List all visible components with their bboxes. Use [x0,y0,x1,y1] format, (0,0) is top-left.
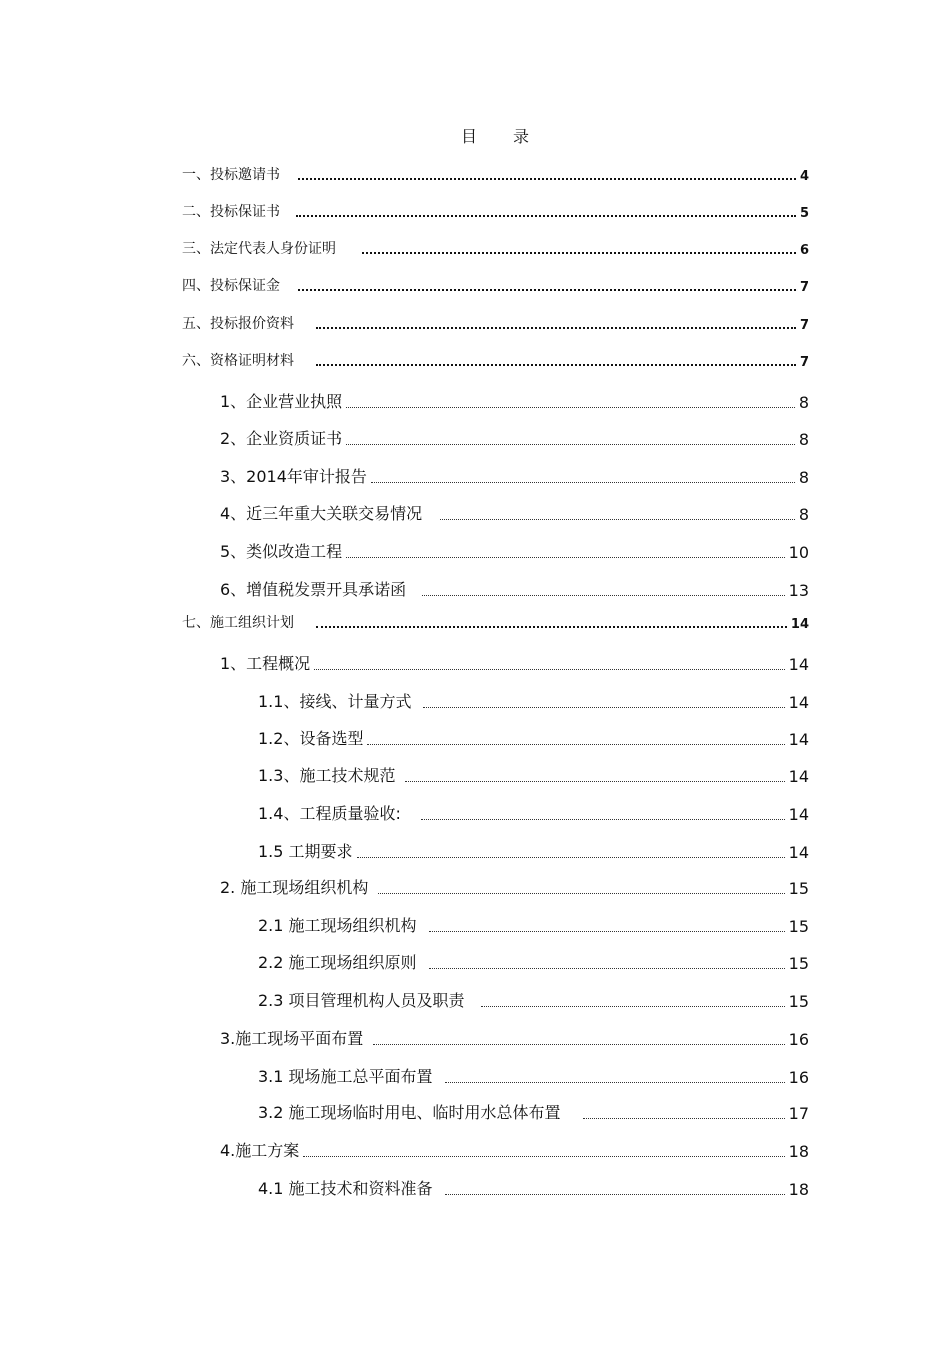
toc-entry[interactable] [220,577,809,600]
toc-entry-label: 1.1、接线、计量方式 [258,692,412,711]
toc-entry-label: 二、投标保证书 [182,204,280,220]
toc-entry-label: 2、企业资质证书 [220,429,343,448]
toc-entry[interactable] [220,426,809,449]
toc-entry-label: 4.1 施工技术和资料准备 [258,1179,433,1198]
toc-entry-page: 8 [798,393,809,412]
toc-entry-page: 17 [788,1104,809,1123]
toc-entry[interactable] [258,1100,809,1123]
toc-entry-page: 7 [799,318,809,333]
toc-entry-label: 1、企业营业执照 [220,392,343,411]
toc-leader-dots [367,744,784,745]
toc-leader-dots [405,781,784,782]
toc-entry-label: 2.1 施工现场组织机构 [258,916,417,935]
toc-entry-label: 1.2、设备选型 [258,729,364,748]
toc-leader-dots [423,707,784,708]
toc-leader-dots [357,857,785,858]
toc-leader-dots [429,968,785,969]
toc-entry-page: 14 [788,805,809,824]
toc-entry-page: 14 [788,693,809,712]
toc-entry-page: 15 [788,917,809,936]
toc-entry[interactable] [182,275,809,295]
toc-entry[interactable] [258,1176,809,1199]
toc-entry-label: 2.3 项目管理机构人员及职责 [258,991,465,1010]
toc-entry[interactable] [220,501,809,524]
toc-leader-dots [440,519,795,520]
toc-entry-label: 1.5 工期要求 [258,842,353,861]
toc-entry[interactable] [258,763,809,786]
toc-entry-page: 15 [788,879,809,898]
toc-entry-page: 18 [788,1180,809,1199]
toc-entry-page: 5 [799,206,809,221]
toc-entry-page: 14 [788,730,809,749]
toc-entry[interactable] [182,201,809,221]
toc-entry[interactable] [258,988,809,1011]
toc-entry-page: 16 [788,1030,809,1049]
toc-entry[interactable] [258,950,809,973]
toc-entry[interactable] [182,164,809,184]
toc-entry[interactable] [220,464,809,487]
toc-entry[interactable] [182,238,809,258]
toc-entry-page: 15 [788,954,809,973]
toc-entry-label: 三、法定代表人身份证明 [182,241,336,257]
toc-entry-page: 10 [788,543,809,562]
toc-entry-page: 8 [798,468,809,487]
toc-entry[interactable] [258,689,809,712]
toc-entry-label: 1、工程概况 [220,654,311,673]
toc-leader-dots [371,482,795,483]
toc-leader-dots [481,1006,785,1007]
toc-entry-label: 3.1 现场施工总平面布置 [258,1067,433,1086]
toc-title [0,124,950,147]
toc-entry[interactable] [182,350,809,370]
toc-entry[interactable] [220,1026,809,1049]
toc-entry-page: 6 [799,243,809,258]
toc-entry-label: 1.3、施工技术规范 [258,766,396,785]
toc-entry-label: 4、近三年重大关联交易情况 [220,504,423,523]
toc-entry[interactable] [220,539,809,562]
toc-entry-label: 2.2 施工现场组织原则 [258,953,417,972]
toc-entry[interactable] [258,839,809,862]
toc-leader-dots [421,819,785,820]
toc-entry-label: 3、2014年审计报告 [220,467,367,486]
toc-entry-label: 七、施工组织计划 [182,615,294,631]
toc-leader-dots [316,626,787,628]
toc-entry[interactable] [258,1064,809,1087]
toc-entry-page: 7 [799,280,809,295]
toc-entry-page: 16 [788,1068,809,1087]
toc-entry-page: 14 [788,767,809,786]
toc-entry[interactable] [220,1138,809,1161]
toc-entry-page: 14 [788,843,809,862]
toc-entry-label: 一、投标邀请书 [182,167,280,183]
toc-entry-page: 7 [799,355,809,370]
toc-leader-dots [346,407,795,408]
toc-entry-label: 2. 施工现场组织机构 [220,878,369,897]
toc-entry-page: 18 [788,1142,809,1161]
toc-leader-dots [346,444,795,445]
toc-leader-dots [298,178,796,180]
toc-entry-label: 3.2 施工现场临时用电、临时用水总体布置 [258,1103,561,1122]
toc-entry-label: 1.4、工程质量验收: [258,804,401,823]
toc-entry[interactable] [220,875,809,898]
toc-entry-page: 14 [790,617,809,632]
toc-entry-label: 4.施工方案 [220,1141,300,1160]
toc-entry[interactable] [182,612,809,632]
toc-leader-dots [422,595,784,596]
toc-leader-dots [316,364,796,366]
toc-entry-page: 15 [788,992,809,1011]
toc-entry[interactable] [182,313,809,333]
toc-entry-page: 8 [798,505,809,524]
toc-entry-page: 4 [799,169,809,184]
toc-leader-dots [373,1044,784,1045]
toc-entry[interactable] [220,389,809,412]
toc-entry-label: 五、投标报价资料 [182,316,294,332]
toc-leader-dots [378,893,784,894]
toc-entry-label: 6、增值税发票开具承诺函 [220,580,407,599]
toc-entry-label: 四、投标保证金 [182,278,280,294]
toc-leader-dots [429,931,785,932]
toc-title-char-2: 录 [513,127,530,146]
toc-entry-label: 3.施工现场平面布置 [220,1029,364,1048]
toc-leader-dots [298,289,796,291]
toc-leader-dots [445,1082,785,1083]
toc-leader-dots [303,1156,784,1157]
toc-entry[interactable] [258,726,809,749]
toc-leader-dots [583,1118,785,1119]
toc-leader-dots [346,557,784,558]
toc-entry[interactable] [220,651,809,674]
toc-leader-dots [296,215,796,217]
toc-entry-label: 5、类似改造工程 [220,542,343,561]
toc-leader-dots [362,252,796,254]
toc-entry[interactable] [258,913,809,936]
toc-leader-dots [314,669,784,670]
toc-leader-dots [316,327,796,329]
toc-entry-label: 六、资格证明材料 [182,353,294,369]
toc-entry-page: 14 [788,655,809,674]
toc-leader-dots [445,1194,785,1195]
toc-entry-page: 8 [798,430,809,449]
toc-entry[interactable] [258,801,809,824]
toc-entry-page: 13 [788,581,809,600]
toc-title-char-1: 目 [460,127,477,146]
